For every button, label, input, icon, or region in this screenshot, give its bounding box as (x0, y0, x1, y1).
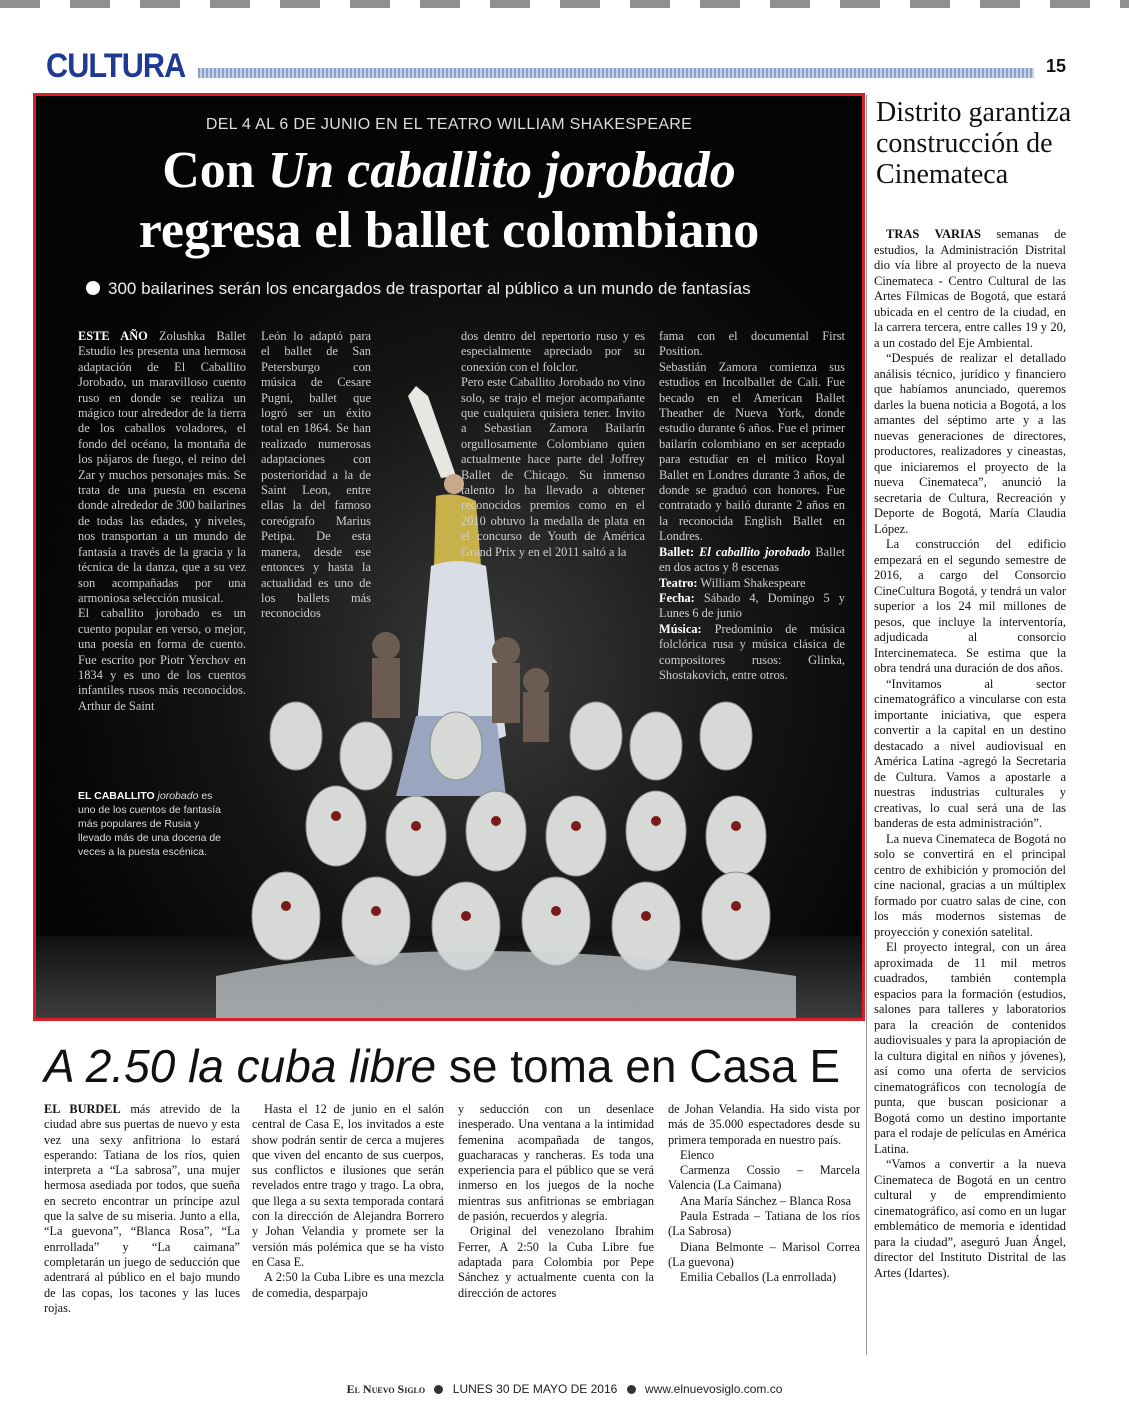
bottom-column-1 (44, 1102, 240, 1316)
header-rule (198, 68, 1034, 78)
column-text: El caballito jorobado es un cuento popular en verso, o mejor, una poesía en forma de cuento. Fue escrito por Piotr Yerchov en 1834 y es uno de los cuentos infantiles rusos más reconocidos. Arthur de Saint (78, 606, 246, 713)
feature-column-2 (261, 329, 371, 622)
bullet-icon (627, 1385, 636, 1394)
bottom-column-3 (458, 1102, 654, 1301)
info-value: El caballito jorobado (699, 544, 811, 559)
lead-in: ESTE AÑO (78, 329, 148, 343)
column-text: Pero este Caballito Jorobado no vino solo, se trajo el mejor acompañante que cualquiera quisiera tener. Invito a Sebastian Zamora Bailarín orgullosamente Colombiano quien actualmente hace parte del Joffrey Ballet de Chicago. Su inmenso talento lo ha llevado a obtener reconocidos premios como en el 2010 obtuvo la medalla de plata en el concurso de Youth de América Grand Prix y en el 2011 saltó a la (461, 375, 645, 559)
sidebar-headline: Distrito garantiza construcción de Cinemateca (876, 97, 1072, 190)
cast-item: Diana Belmonte – Marisol Correa (La guevona) (668, 1239, 860, 1269)
sidebar-body (874, 227, 1066, 1281)
info-label: Fecha: (659, 590, 695, 605)
footer-url: www.elnuevosiglo.com.co (645, 1382, 783, 1396)
feature-headline (36, 141, 862, 261)
column-text: dos dentro del repertorio ruso y es especialmente apreciado por su conexión con el folclor. (461, 329, 645, 374)
column-text: León lo adaptó para el ballet de San Petersburgo con música de Cesare Pugni, ballet que logró ser un éxito total en 1864. Se han realizado numerosas adaptaciones con posterioridad a la de Saint Leon, entre ellas la del famoso coreógrafo Marius Petipa. De esta manera, desde ese entonces y hasta la actualidad es uno de los ballets más reconocidos (261, 329, 371, 621)
footer-date: LUNES 30 DE MAYO DE 2016 (452, 1382, 618, 1396)
cast-heading: Elenco (680, 1147, 715, 1162)
info-value: William Shakespeare (700, 575, 806, 590)
paragraph: Hasta el 12 de junio en el salón central de Casa E, los invitados a este show podrán sentir de cerca a mujeres que viven del encanto de sus cuerpos, sus conflictos e ilusiones que serán revelados entre trago y trago. La obra, que llega a su sexta temporada contará con la dirección de Alejandra Borrero y Johan Velandia y promete ser la versión más polémica que se ha visto en Casa E. (252, 1102, 444, 1269)
paragraph: “Invitamos al sector cinematográfico a vincularse con esta importante iniciativa, que espera convertir a la capital en un destino destacado a nivel audiovisual en América Latina -agregó la Secretaria de Cultura. Vamos a apostarle a nuestras industrias culturales y creativas, lo cual será una de las banderas de esta administración”. (874, 676, 1066, 830)
headline-text-pre: Con (162, 142, 268, 199)
feature-subhead (86, 279, 751, 299)
paragraph: A 2:50 la Cuba Libre es una mezcla de comedia, desparpajo (252, 1270, 444, 1300)
caption-text: es uno de los cuentos de fantasía más populares de Rusia y llevado más de una docena de veces a la puesta escénica. (78, 790, 222, 858)
page-footer (0, 1382, 1129, 1397)
paragraph: semanas de estudios, la Administración Distrital dio vía libre al proyecto de la nueva Cinemateca - Centro Cultural de las Artes Fílmicas de Bogotá, que estará ubicada en el centro de la ciudad, en la carrera tercera, entre calles 19 y 20, a un costado del Eje Ambiental. (874, 227, 1066, 350)
caption-lead: EL CABALLITO (78, 790, 155, 802)
feature-article (33, 93, 865, 1021)
feature-kicker: DEL 4 AL 6 DE JUNIO EN EL TEATRO WILLIAM SHAKESPEARE (205, 116, 693, 133)
headline-text-italic: Un caballito jorobado (267, 142, 736, 199)
bottom-headline (44, 1040, 840, 1092)
bottom-column-4 (668, 1102, 860, 1286)
column-text: fama con el documental First Position. (659, 329, 845, 359)
page-number: 15 (1046, 56, 1067, 76)
headline-line-2: regresa el ballet colombiano (138, 202, 760, 259)
column-text: más atrevido de la ciudad abre sus puertas de nuevo y esta vez una sexy anfitriona lo estará esperando: Tatiana de los ríos, quien interpreta a “La sabrosa”, una mujer hermosa asediada por todos, que sueña en secreto encontrar un príncipe azul que la salve de su miseria. Junto a ella, “La guevona”, “Blanca Rosa”, “La enrrollada” y “La caimana” completarán un juego de seducción que adentrará al público en el bajo mundo de las copas, los tacones y las luces rojas. (44, 1102, 240, 1315)
cast-item: Paula Estrada – Tatiana de los ríos (La Sabrosa) (668, 1209, 860, 1239)
paragraph: La nueva Cinemateca de Bogotá no solo se convertirá en el principal centro de exhibición y promoción del cine nacional, gracias a un múltiplex formado por cuatro salas de cine, con los más modernos sistemas de proyección y conexión satelital. (874, 831, 1066, 939)
bullet-icon (86, 281, 100, 295)
caption-lead-italic: jorobado (157, 790, 199, 802)
column-text: Zolushka Ballet Estudio les presenta una hermosa adaptación de El Caballito Jorobado, un maravilloso cuento ruso en donde se realiza un mágico tour alrededor de la tierra de los caballos voladores, el fondo del océano, la montaña de los pájaros de fuego, el reino del Zar y muchos personajes más. Se trata de una puesta en escena donde alrededor de 300 bailarines de todas las edades, y niveles, nos transportan a un mundo de fantasía a través de la gracia y la técnica de la danza, que a su vez son acompañadas por una armoniosa selección musical. (78, 329, 246, 605)
info-label: Música: (659, 621, 702, 636)
column-text: Sebastián Zamora comienza sus estudios en Incolballet de Cali. Fue becado en el American Ballet Theather de Nueva York, donde estudio durante 6 años. Fue el primer bailarín colombiano en ser aceptado para estudiar en el mítico Royal Ballet en Londres durante 3 años, de donde se graduó con honores. Fue contratado y bailó durante 2 años en la reconocida English Ballet en Londres. (659, 359, 845, 544)
section-title: CULTURA (46, 47, 186, 85)
cast-item: Carmenza Cossio – Marcela Valencia (La Caimana) (668, 1163, 860, 1193)
info-label: Ballet: (659, 544, 695, 559)
bullet-icon (434, 1385, 443, 1394)
info-value: Predominio de música folclórica rusa y música clásica de compositores rusos: Glinka, Shostakovich, entre otros. (659, 621, 845, 682)
paragraph: El proyecto integral, con un área aproximada de 11 mil metros cuadrados, también contempla espacios para la formación (estudios, salones para talleres y laboratorios para la creación de contenidos audiovisuales y para la apropiación de la cultura digital en niños y jóvenes), así como una oferta de servicios cinematográficos con tecnología de punta, que buscan posicionar a Bogotá como un destino importante para el rodaje de películas en América Latina. (874, 940, 1066, 1156)
lead-in: TRAS VARIAS (886, 227, 981, 241)
paragraph: “Vamos a convertir a la nueva Cinemateca de Bogotá en un centro cultural y de emprendimiento cinematográfico, así como en un lugar emblemático de memoria e identidad para la ciudad”, aseguró Juan Ángel, director del Instituto Distrital de las Artes (Idartes). (874, 1157, 1066, 1280)
info-value: Sábado 4, Domingo 5 y Lunes 6 de junio (659, 590, 845, 621)
footer-brand: El Nuevo Siglo (346, 1382, 426, 1396)
paragraph: Original del venezolano Ibrahim Ferrer, A 2:50 la Cuba Libre fue adaptada para Colombia por Pepe Sánchez y actualmente cuenta con la dirección de actores (458, 1224, 654, 1300)
feature-column-3 (461, 329, 645, 560)
subhead-text: 300 bailarines serán los encargados de trasportar al público a un mundo de fantasías (108, 279, 751, 298)
feature-column-1 (78, 329, 246, 714)
paragraph: y seducción con un desenlace inesperado. Una ventana a la intimidad femenina acompañada de tangos, guacharacas y rancheras. Es toda una experiencia para el público que se verá inmerso en los juegos de la noche mientras sus anfitrionas se embriagan de pasión, recuerdos y alegría. (458, 1102, 654, 1224)
cast-item: Emilia Ceballos (La enrrollada) (680, 1270, 837, 1285)
headline-italic: A 2.50 la cuba libre (44, 1040, 437, 1092)
bottom-column-2 (252, 1102, 444, 1301)
paragraph: “Después de realizar el detallado análisis técnico, jurídico y financiero que habíamos anunciado, queremos darles la buena noticia a Bogotá, a los amantes del séptimo arte y a las nuevas generaciones de directores, productores, realizadores y cineastas, que iniciaremos el proyecto de la nueva Cinemateca”, anunció la secretaria de Cultura, Recreación y Deporte de Bogotá, María Claudia López. (874, 351, 1066, 536)
paragraph: de Johan Velandia. Ha sido vista por más de 35.000 espectadores desde su primera temporada en nuestro país. (668, 1102, 860, 1147)
feature-column-4 (659, 329, 845, 683)
lead-in: EL BURDEL (44, 1102, 121, 1116)
top-edge-marks (0, 0, 1129, 8)
column-divider (866, 95, 867, 1355)
info-value: Ballet en dos actos y 8 escenas (659, 544, 845, 575)
headline-rest: se toma en Casa E (436, 1040, 841, 1092)
photo-caption (78, 789, 228, 859)
paragraph: La construcción del edificio empezará en el segundo semestre de 2016, a cargo del Consorcio CineCultura Bogotá, y tendrá un valor superior a los 24 mil millones de pesos, que incluye la interventoría, adjudicada al consorcio Intercinemateca. Se estima que la obra tendrá una duración de dos años. (874, 537, 1066, 675)
info-label: Teatro: (659, 575, 698, 590)
cast-item: Ana María Sánchez – Blanca Rosa (680, 1193, 852, 1208)
